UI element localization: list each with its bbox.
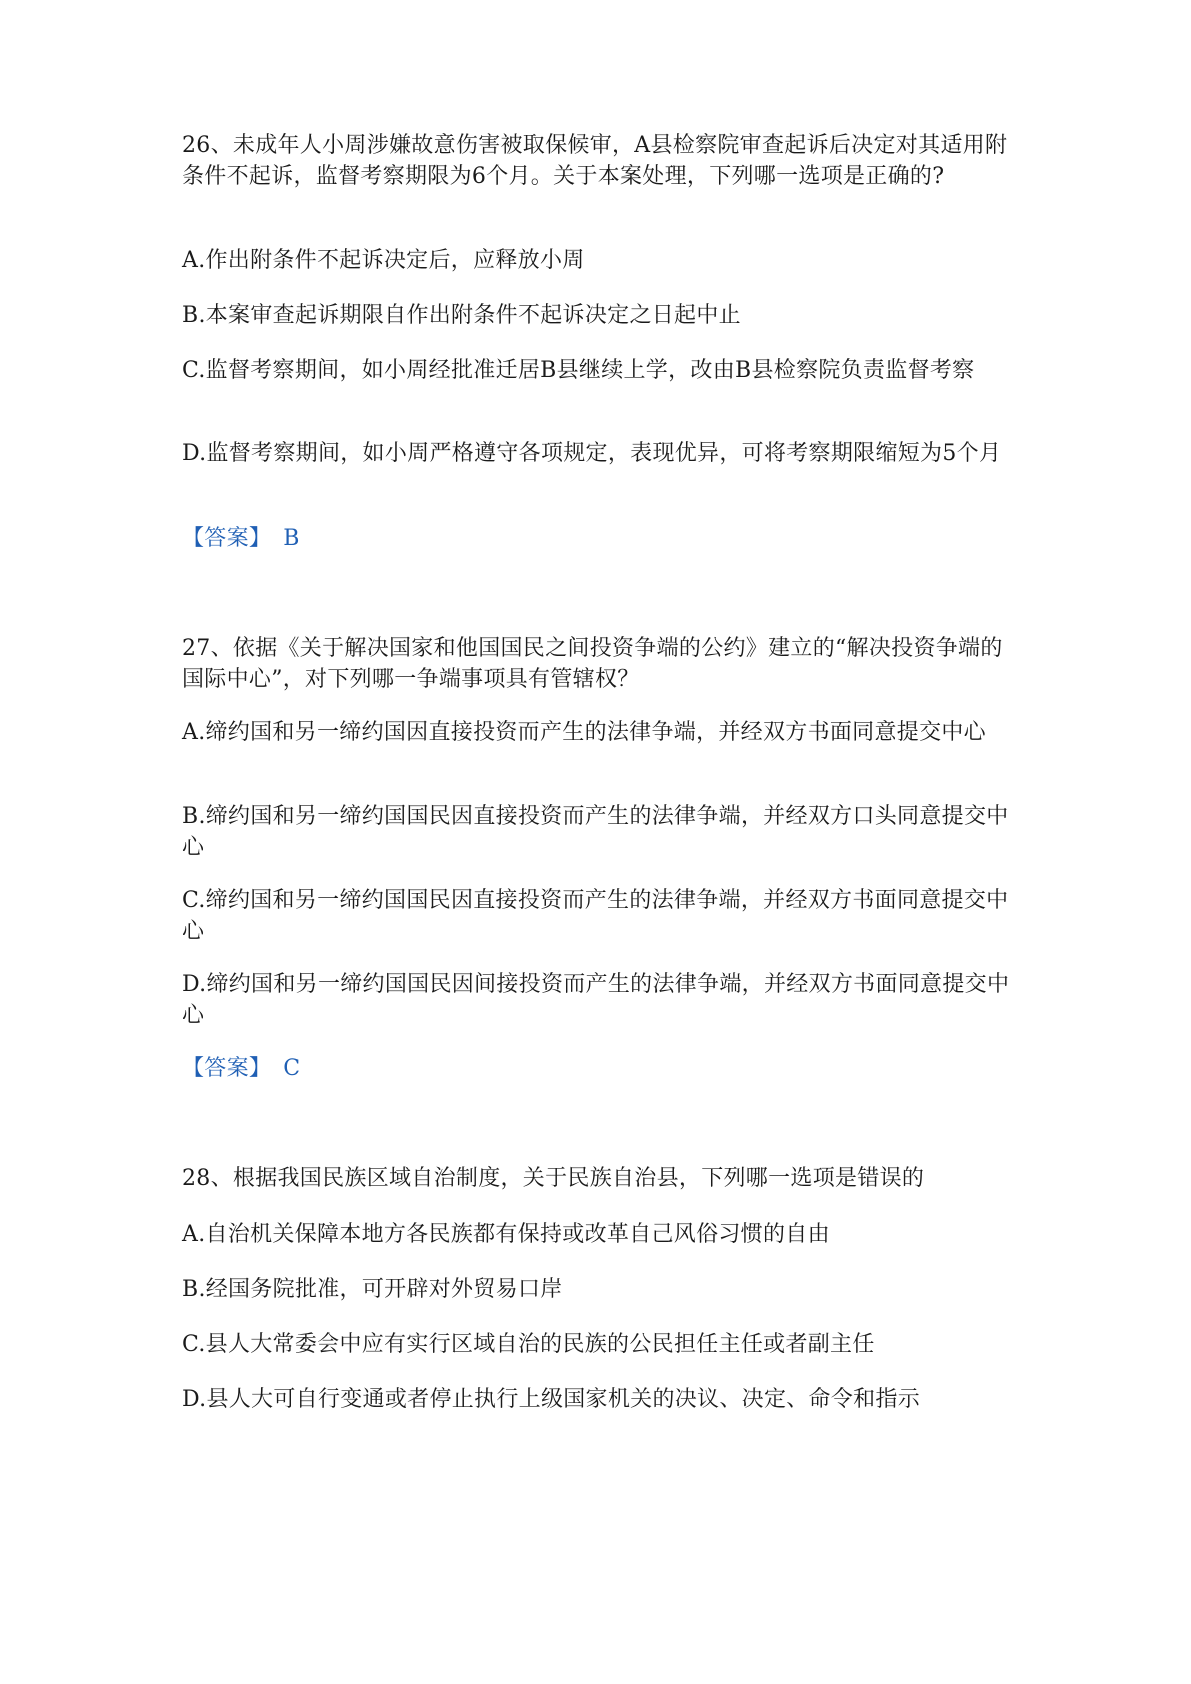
question-27-option-d: D.缔约国和另一缔约国国民因间接投资而产生的法律争端，并经双方书面同意提交中心 <box>182 972 1010 1028</box>
question-28-stem: 28、根据我国民族区域自治制度，关于民族自治县，下列哪一选项是错误的 <box>182 1166 925 1191</box>
question-26-option-c: C.监督考察期间，如小周经批准迁居B县继续上学，改由B县检察院负责监督考察 <box>182 358 975 383</box>
answer-tag: 【答案】 <box>182 526 272 551</box>
question-26-option-d: D.监督考察期间，如小周严格遵守各项规定，表现优异，可将考察期限缩短为5个月 <box>182 441 1002 466</box>
question-28-option-c: C.县人大常委会中应有实行区域自治的民族的公民担任主任或者副主任 <box>182 1332 875 1357</box>
question-26-option-b: B.本案审查起诉期限自作出附条件不起诉决定之日起中止 <box>182 303 741 328</box>
question-27-stem: 27、依据《关于解决国家和他国国民之间投资争端的公约》建立的“解决投资争端的国际中心”，对下列哪一争端事项具有管辖权？ <box>182 636 1003 692</box>
question-26-stem: 26、未成年人小周涉嫌故意伤害被取保候审，A县检察院审查起诉后决定对其适用附条件不起诉，监督考察期限为6个月。关于本案处理，下列哪一选项是正确的? <box>182 133 1008 189</box>
question-28-option-d: D.县人大可自行变通或者停止执行上级国家机关的决议、决定、命令和指示 <box>182 1387 921 1412</box>
question-26-answer <box>182 523 300 554</box>
answer-tag: 【答案】 <box>182 1056 272 1081</box>
question-26-option-a: A.作出附条件不起诉决定后，应释放小周 <box>182 248 585 273</box>
question-27-answer <box>182 1053 300 1084</box>
question-28-option-a: A.自治机关保障本地方各民族都有保持或改革自己风俗习惯的自由 <box>182 1222 830 1247</box>
question-27-option-a: A.缔约国和另一缔约国因直接投资而产生的法律争端，并经双方书面同意提交中心 <box>182 720 986 745</box>
question-27-option-b: B.缔约国和另一缔约国国民因直接投资而产生的法律争端，并经双方口头同意提交中心 <box>182 804 1009 860</box>
question-28-option-b: B.经国务院批准，可开辟对外贸易口岸 <box>182 1277 563 1302</box>
question-27-option-c: C.缔约国和另一缔约国国民因直接投资而产生的法律争端，并经双方书面同意提交中心 <box>182 888 1009 944</box>
answer-value: B <box>283 526 300 551</box>
answer-value: C <box>283 1056 301 1081</box>
